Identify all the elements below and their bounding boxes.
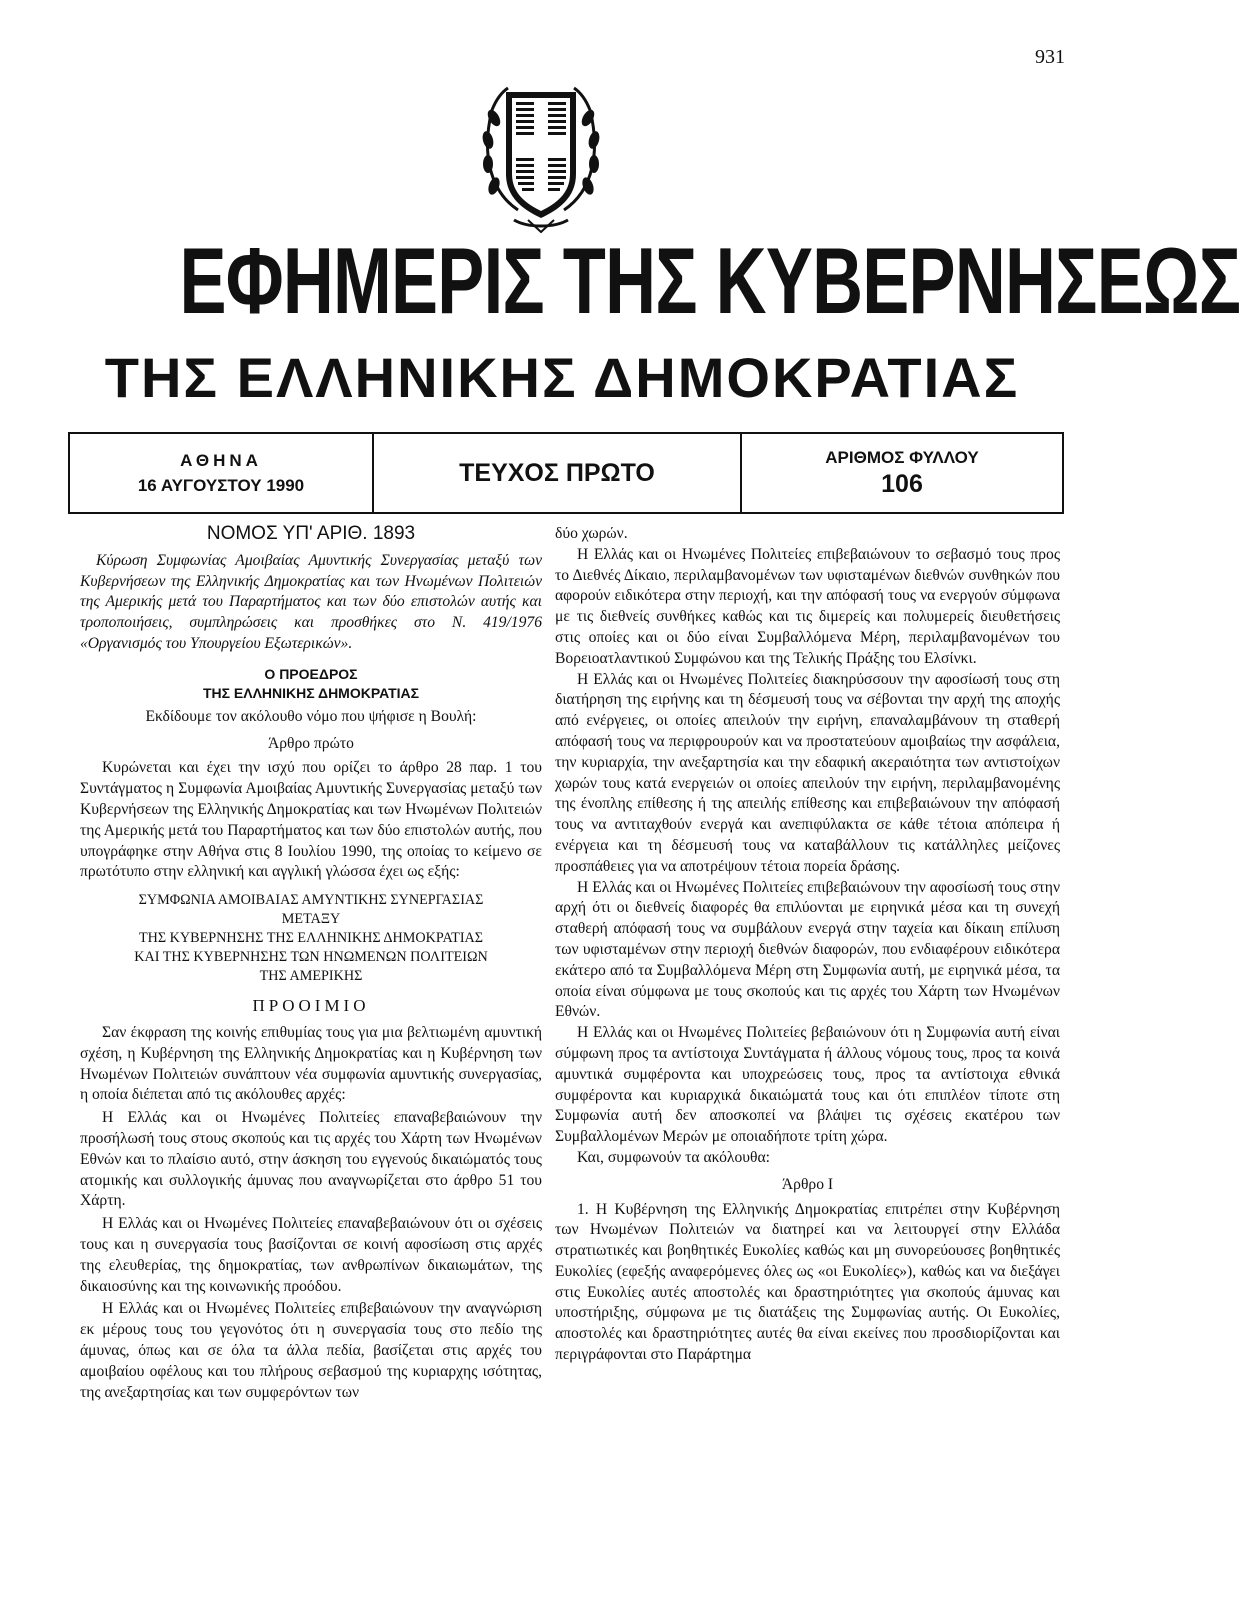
agreement-title: [80, 891, 542, 986]
sheet-number-cell: [742, 434, 1062, 512]
enactment-text: Εκδίδουμε τον ακόλουθο νόμο που ψήφισε η Βουλή:: [145, 707, 477, 725]
sheet-number-label: ΑΡΙΘΜΟΣ ΦΥΛΛΟΥ: [825, 447, 979, 467]
agreement-title-line: ΜΕΤΑΞΥ: [281, 911, 341, 928]
president-heading-line2: ΤΗΣ ΕΛΛΗΝΙΚΗΣ ΔΗΜΟΚΡΑΤΙΑΣ: [202, 684, 420, 701]
continuation-text: δύο χωρών.: [555, 525, 628, 542]
agreement-title-line: ΚΑΙ ΤΗΣ ΚΥΒΕΡΝΗΣΗΣ ΤΩΝ ΗΝΩΜΕΝΩΝ ΠΟΛΙΤΕΙΩΝ: [134, 949, 488, 966]
body-paragraph: Και, συμφωνούν τα ακόλουθα:: [577, 1148, 770, 1166]
body-paragraph: Η Ελλάς και οι Ηνωμένες Πολιτείες βεβαιώνουν ότι η Συμφωνία αυτή είναι σύμφωνη προς τα αντίστοιχα Συντάγματα ή άλλους νόμους τους, προς τα κοινά αμυντικά συμφέροντα και υποχρεώσεις τους, προς τα αντίστοιχα εθνικά συμφέροντα και κυριαρχικά δικαιώματά τους και ότι επιπλέον τίποτε στη Συμφωνία αυτή δεν αποσκοπεί να βλάψει τις σχέσεις εκατέρου των Συμβαλλομένων Μερών με οποιαδήποτε τρίτη χώρα.: [555, 1024, 1060, 1146]
agreement-title-line: ΣΥΜΦΩΝΙΑ ΑΜΟΙΒΑΙΑΣ ΑΜΥΝΤΙΚΗΣ ΣΥΝΕΡΓΑΣΙΑΣ: [138, 892, 484, 909]
body-paragraph: Η Ελλάς και οι Ηνωμένες Πολιτείες επιβεβαιώνουν το σεβασμό τους προς το Διεθνές Δίκαιο, περιλαμβανομένων των υφισταμένων διεθνών συνθηκών που αφορούν ειδικότερα στην περιοχή, και την απόφασή τους να ενεργούν σύμφωνα με τις διεθνείς συνθήκες καθώς και τις διμερείς και πολυμερείς διευθετήσεις στις οποίες και οι δύο είναι Συμβαλλόμενα Μέρη, περιλαμβανομένων του Βορειοατλαντικού Συμφώνου και της Τελικής Πράξης του Ελσίνκι.: [555, 545, 1060, 667]
article-one-heading: Άρθρο I: [781, 1175, 834, 1193]
page-number: 931: [1035, 46, 1065, 68]
body-paragraph: Η Ελλάς και οι Ηνωμένες Πολιτείες επαναβεβαιώνουν ότι οι σχέσεις τους και η συνεργασία τους βασίζονται σε κοινή αφοσίωση στις αρχές της ελευθερίας, της δημοκρατίας, των ανθρωπίνων δικαιωμάτων, της δικαιοσύνης και της κοινωνικής προόδου.: [80, 1215, 542, 1295]
agreement-title-line: ΤΗΣ ΑΜΕΡΙΚΗΣ: [259, 968, 363, 985]
masthead-title: ΕΦΗΜΕΡΙΣ ΤΗΣ ΚΥΒΕΡΝΗΣΕΩΣ: [179, 228, 1240, 333]
city-label: ΑΘΗΝΑ: [180, 450, 262, 470]
body-paragraph: Σαν έκφραση της κοινής επιθυμίας τους για μια βελτιωμένη αμυντική σχέση, η Κυβέρνηση της Ελληνικής Δημοκρατίας και η Κυβέρνηση των Ηνωμένων Πολιτειών συνάπτουν νέα συμφωνία αμυντικής συνεργασίας, η οποία διέπεται από τις ακόλουθες αρχές:: [80, 1023, 542, 1104]
issue-date: 16 ΑΥΓΟΥΣΤΟΥ 1990: [137, 476, 305, 495]
article-one-text: 1. Η Κυβέρνηση της Ελληνικής Δημοκρατίας επιτρέπει στην Κυβέρνηση των Ηνωμένων Πολιτειών να διατηρεί και να λειτουργεί στην Ελλάδα στρατιωτικές και βοηθητικές Ευκολίες καθώς και μη συνορεύουσες βοηθητικές Ευκολίες (εφεξής αναφερόμενες όλες ως «οι Ευκολίες»), καθώς και να διεξάγει στις Ευκολίες αυτές αποστολές και δραστηριότητες για σκοπούς άμυνας και υποστήριξης, σύμφωνα με τις διατάξεις της Συμφωνίας αυτής. Οι Ευκολίες, αποστολές και δραστηριότητες αυτές θα είναι εκείνες που προσδιορίζονται και περιγράφονται στο Παράρτημα: [555, 1200, 1060, 1364]
issue-info-box: [68, 432, 1064, 514]
article-first-text: Κυρώνεται και έχει την ισχύ που ορίζει το άρθρο 28 παρ. 1 του Συντάγματος η Συμφωνία Αμοιβαίας Αμυντικής Συνεργασίας μεταξύ των Κυβερνήσεων της Ελληνικής Δημοκρατίας και των Ηνωμένων Πολιτειών της Αμερικής μετά του Παραρτήματος και των δύο επιστολών αυτής, που υπογράφηκε στην Αθήνα στις 8 Ιουλίου 1990, της οποίας το κείμενο σε πρωτότυπο στην ελληνική και αγγλική γλώσσα έχει ως εξής:: [80, 759, 542, 881]
body-paragraph: Η Ελλάς και οι Ηνωμένες Πολιτείες διακηρύσσουν την αφοσίωσή τους στη διατήρηση της ειρήνης και τη δέσμευσή τους να σέβονται την αρχή της αποχής από ενέργειες, οι οποίες απειλούν την ειρήνη, επαναλαμβάνουν τη σταθερή απόφασή τους να περιφρουρούν και να προστατεύουν αμοιβαίως την ασφάλεια, την κυριαρχία, την ανεξαρτησία και την εδαφική ακεραιότητα των αντιστοίχων χωρών τους κατά ενεργειών οι οποίες απειλούν την ειρήνη, περιλαμβανομένης της ένοπλης επίθεσης ή της απειλής επίθεσης και επιβεβαιώνουν την απόφασή τους να αντιταχθούν ενεργά και ανεπιφύλακτα σε κάθε τέτοια απόπειρα ή ενέργεια και τη δέσμευσή τους να καταβάλλουν τις κατάλληλες μείζονες προσπάθειες για να αποτρέψουν τέτοια πορεία δράσης.: [555, 670, 1060, 875]
sheet-number: 106: [881, 469, 923, 498]
issue-volume-cell: [374, 434, 742, 512]
law-number: ΝΟΜΟΣ ΥΠ' ΑΡΙΘ. 1893: [206, 523, 416, 544]
body-paragraph: Η Ελλάς και οι Ηνωμένες Πολιτείες επιβεβαιώνουν την αναγνώριση εκ μέρους τους του γεγονότος ότι η συνεργασία τους στο πεδίο της άμυνας, όπως και σε όλα τα άλλα πεδία, βασίζεται στις αρχές του αμοιβαίου οφέλους και του πλήρους σεβασμού της κυριαρχης ισότητας, της ανεξαρτησίας και των συμφερόντων των: [80, 1300, 542, 1401]
president-heading-line1: Ο ΠΡΟΕΔΡΟΣ: [264, 665, 358, 682]
masthead-subtitle: ΤΗΣ ΕΛΛΗΝΙΚΗΣ ΔΗΜΟΚΡΑΤΙΑΣ: [104, 346, 1020, 409]
preamble-heading: ΠΡΟΟΙΜΙΟ: [252, 996, 370, 1016]
body-paragraph: Η Ελλάς και οι Ηνωμένες Πολιτείες επαναβεβαιώνουν την προσήλωσή τους στους σκοπούς και τις αρχές του Χάρτη των Ηνωμένων Εθνών και το πλαίσιο αυτό, στην άσκηση του εγγενούς δικαιώματός τους ατομικής και συλλογικής άμυνας που αναγνωρίζεται στο άρθρο 51 του Χάρτη.: [80, 1109, 542, 1210]
agreement-title-line: ΤΗΣ ΚΥΒΕΡΝΗΣΗΣ ΤΗΣ ΕΛΛΗΝΙΚΗΣ ΔΗΜΟΚΡΑΤΙΑΣ: [138, 930, 484, 947]
body-paragraph: Η Ελλάς και οι Ηνωμένες Πολιτείες επιβεβαιώνουν την αφοσίωσή τους στην αρχή ότι οι διεθνείς διαφορές θα επιλύονται με ειρηνικά μέσα και τη συνεχή σταθερή απόφασή τους να συμβάλουν ενεργά στην ταχεία και δίκαιη επίλυση των υφισταμένων στην περιοχή διεθνών διαφορών, που ενδιαφέρουν ειδικότερα εκάτερο από τα Συμβαλλόμενα Μέρη στη Συμφωνία αυτή, με ειρηνικά μέσα, τα οποία είναι σύμφωνα με τους σκοπούς και τις αρχές του Χάρτη των Ηνωμένων Εθνών.: [555, 878, 1060, 1021]
left-column: [80, 524, 542, 1403]
coat-of-arms-emblem: [478, 70, 604, 238]
issue-volume: ΤΕΥΧΟΣ ΠΡΩΤΟ: [459, 458, 655, 487]
place-date-cell: [70, 434, 374, 512]
right-column: [555, 524, 1060, 1366]
article-first-heading: Άρθρο πρώτο: [268, 734, 354, 752]
law-description: Κύρωση Συμφωνίας Αμοιβαίας Αμυντικής Συνεργασίας μεταξύ των Κυβερνήσεων της Ελληνικής Δημοκρατίας και των Ηνωμένων Πολιτειών της Αμερικής μετά του Παραρτήματος και των δύο επιστολών αυτής και τροποποιήσεις, συμπληρώσεις και προσθήκες στο Ν. 419/1976 «Οργανισμός του Υπουργείου Εξωτερικών».: [80, 551, 542, 652]
